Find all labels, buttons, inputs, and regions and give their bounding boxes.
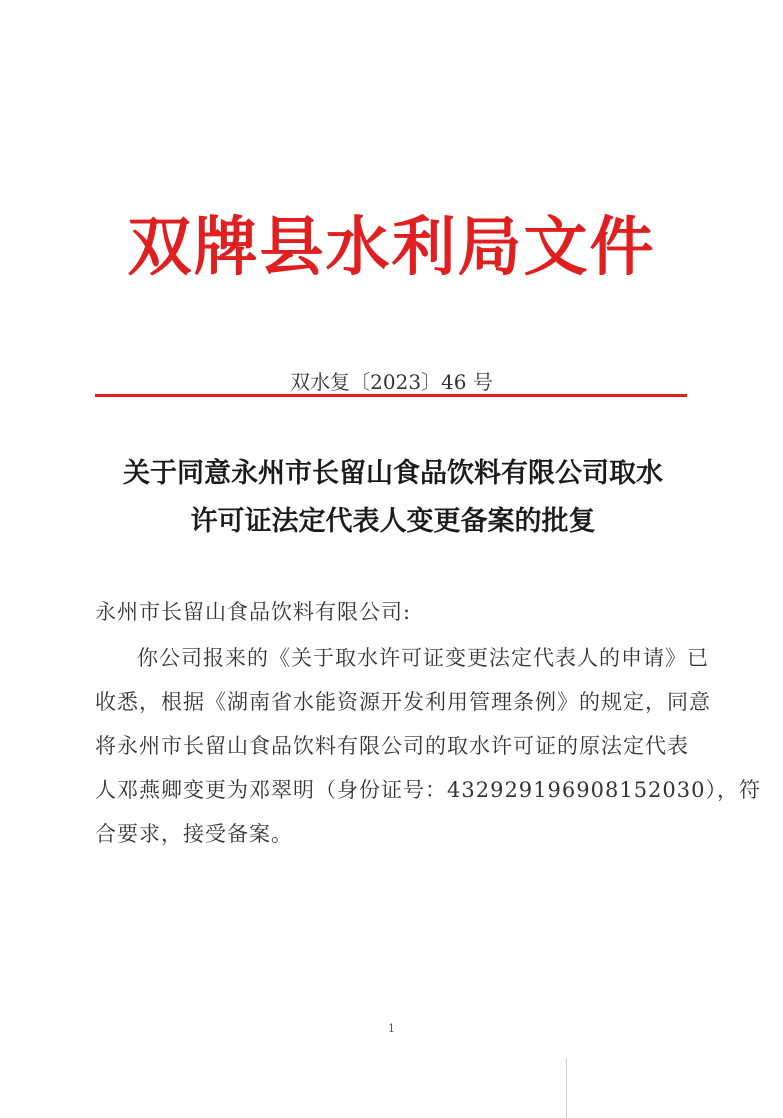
body-line-2: 收悉，根据《湖南省水能资源开发利用管理条例》的规定，同意 — [95, 690, 711, 714]
body-line-1: 你公司报来的《关于取水许可证变更法定代表人的申请》已 — [137, 646, 709, 670]
red-divider-line — [95, 394, 687, 397]
subject-line-2: 许可证法定代表人变更备案的批复 — [190, 506, 596, 537]
issuer-header-title: 双牌县水利局文件 — [127, 210, 656, 285]
scan-edge-line — [566, 1058, 567, 1118]
body-line-5: 合要求，接受备案。 — [95, 822, 293, 846]
body-line-4: 人邓燕卿变更为邓翠明（身份证号：432929196908152030），符 — [95, 778, 761, 802]
document-subject — [88, 450, 698, 546]
body-text — [95, 636, 761, 856]
body-line-3: 将永州市长留山食品饮料有限公司的取水许可证的原法定代表 — [95, 734, 689, 758]
subject-line-1: 关于同意永州市长留山食品饮料有限公司取水 — [123, 458, 663, 489]
document-number: 双水复〔2023〕46 号 — [290, 370, 493, 394]
recipient-line: 永州市长留山食品饮料有限公司: — [95, 600, 412, 624]
page-number: 1 — [388, 1022, 395, 1035]
